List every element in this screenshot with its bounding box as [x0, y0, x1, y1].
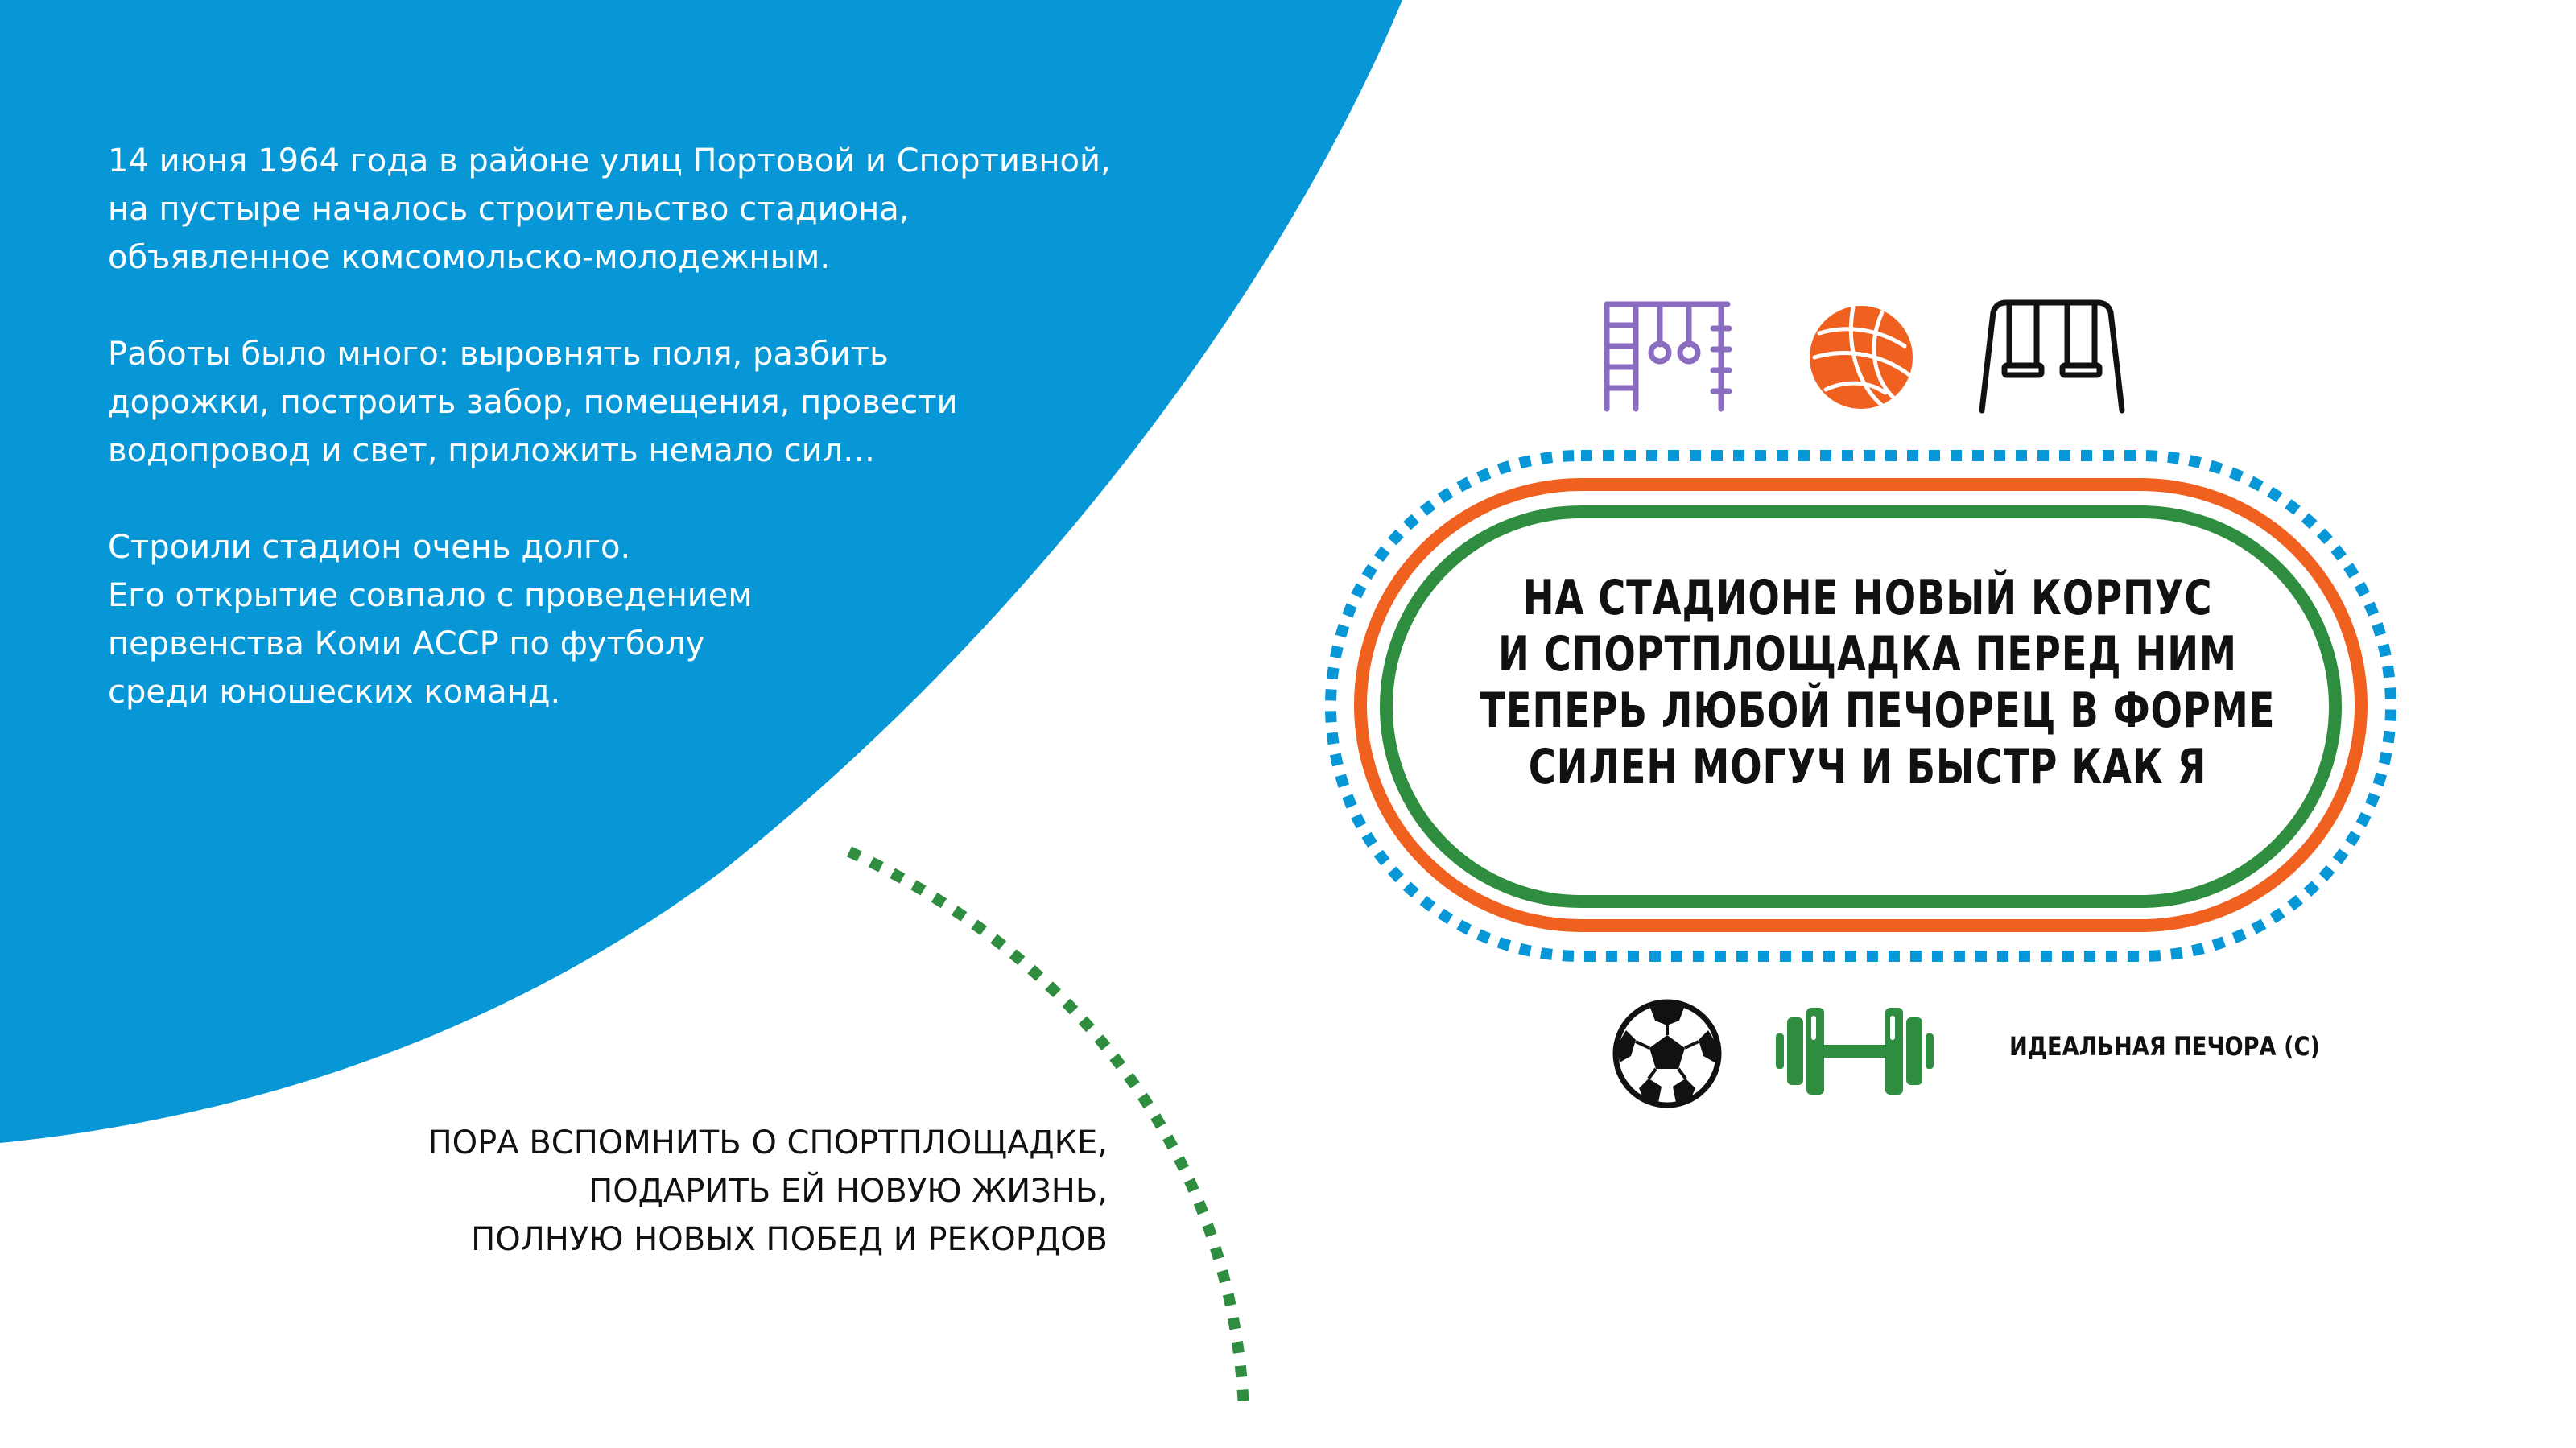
history-paragraph-1: 14 июня 1964 года в районе улиц Портовой и Спортивной, на пустыре началось строительство стадиона, объявленное комсомольско-молодежным.: [108, 142, 1111, 276]
swings-icon: [1977, 298, 2127, 414]
history-paragraph-3: Строили стадион очень долго. Его открытие совпало с проведением первенства Коми АССР по футболу среди юношеских команд.: [108, 529, 753, 711]
closing-text: ПОРА ВСПОМНИТЬ О СПОРТПЛОЩАДКЕ, ПОДАРИТЬ ЕЙ НОВУЮ ЖИЗНЬ, ПОЛНУЮ НОВЫХ ПОБЕД И РЕКОРДОВ: [427, 1124, 1108, 1258]
dumbbell-icon: [1776, 1006, 1934, 1096]
wall-bars-rings-icon: [1599, 299, 1734, 412]
history-paragraph-2: Работы было много: выровнять поля, разбить дорожки, построить забор, помещения, провести водопровод и свет, приложить немало сил…: [108, 336, 958, 469]
history-text: [108, 137, 1154, 765]
credit-signature: ИДЕАЛЬНАЯ ПЕЧОРА (С): [2009, 1031, 2320, 1062]
soccer-ball-icon: [1612, 998, 1723, 1109]
volleyball-icon: [1805, 301, 1918, 414]
track-slogan: НА СТАДИОНЕ НОВЫЙ КОРПУС И СПОРТПЛОЩАДКА ПЕРЕД НИМ ТЕПЕРЬ ЛЮБОЙ ПЕЧОРЕЦ В ФОРМЕ СИЛЕН МОГУЧ И БЫСТР КАК Я: [1480, 570, 2276, 795]
